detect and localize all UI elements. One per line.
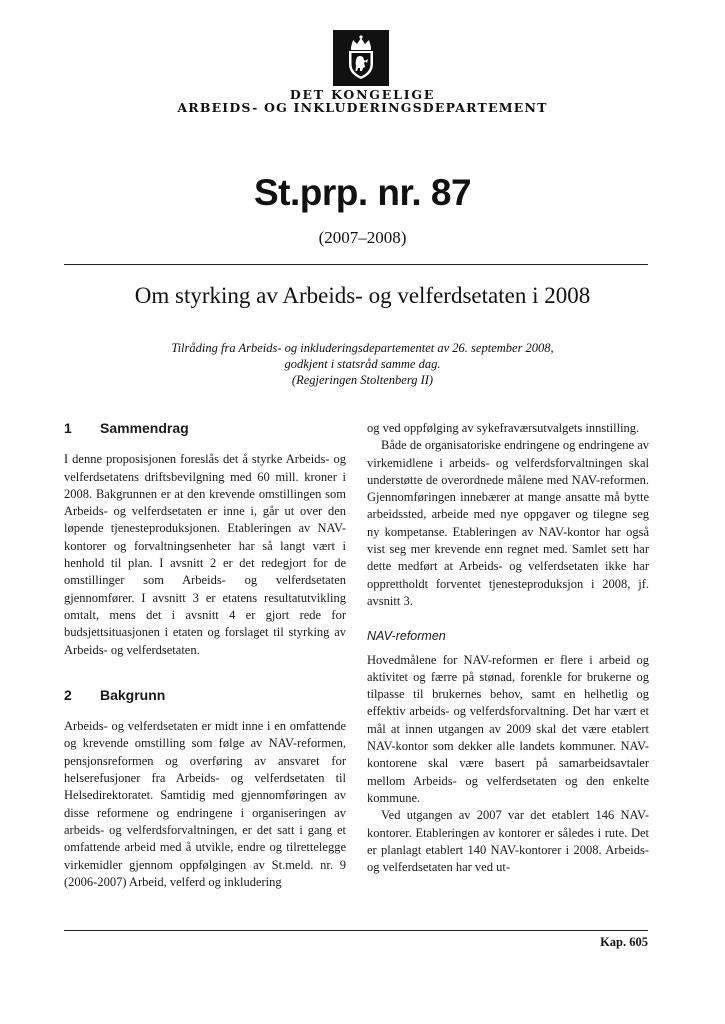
body-paragraph: Hovedmålene for NAV-reformen er flere i arbeid og aktivitet og færre på stønad, forenkle for brukerne og tilpasse til brukernes behov, samt en helhetlig og effektiv arbeids- og velferdsforvaltning. Det har vært et mål at innen utgangen av 2009 skal det være etablert NAV-kontor som dekker alle landets kommuner. NAV-kontorene skal være basert på samarbeidsavtaler mellom Arbeids- og velferdsetaten og den enkelte kommune.	[367, 652, 649, 805]
coat-of-arms-graphic	[333, 30, 389, 86]
section-heading-bakgrunn	[64, 687, 346, 704]
submission-line: godkjent i statsråd samme dag.	[284, 357, 441, 371]
left-column	[64, 420, 346, 891]
submission-line: Tilråding fra Arbeids- og inkluderingsdepartementet av 26. september 2008,	[171, 341, 554, 355]
page-footer-label: Kap. 605	[600, 935, 648, 949]
subheading-nav-reformen: NAV-reformen	[367, 629, 446, 644]
header-divider	[64, 264, 648, 265]
royal-coat-of-arms-icon	[333, 30, 389, 86]
body-paragraph: og ved oppfølging av sykefraværsutvalgets innstilling.	[367, 421, 640, 435]
body-paragraph: Ved utgangen av 2007 var det etablert 146 NAV-kontorer. Etableringen av kontorer er således i rute. Det er planlagt etablert 140 NAV-kontorer i 2008. Arbeids- og velferdsetaten har ved ut-	[367, 808, 649, 875]
document-subtitle: Om styrking av Arbeids- og velferdsetaten i 2008	[134, 283, 591, 308]
ministry-name-line1: DET KONGELIGE	[289, 87, 436, 102]
body-paragraph: I denne proposisjonen foreslås det å styrke Arbeids- og velferdsetatens driftsbevilgning med 60 mill. kroner i 2008. Bakgrunnen er at den krevende omstillingen som Arbeids- og velferdsetaten er inne i, går ut over den løpende tjenesteproduksjonen. Etableringen av NAV-kontorer og forvaltningsenheter har så langt vært i henhold til plan. I avsnitt 2 er det redegjort for de omstillinger som Arbeids- og velferdsetaten gjennomfører. I avsnitt 3 er etatens resultatutvikling omtalt, mens det i avsnitt 4 er gjort rede for budsjettsituasjonen i etaten og forslaget til styrking av Arbeids- og velferdsetaten.	[64, 452, 346, 657]
section-heading-sammendrag	[64, 420, 346, 437]
ministry-name-line2: ARBEIDS- OG INKLUDERINGSDEPARTEMENT	[177, 100, 548, 115]
body-paragraph: Både de organisatoriske endringene og endringene av virkemidlene i arbeids- og velferdsforvaltningen skal understøtte de overordnede målene med NAV-reformen. Gjennomføringen innebærer at mange ansatte må bytte arbeidssted, arbeide med nye oppgaver og tilegne seg ny kompetanse. Etableringen av NAV-kontor har også vist seg mer krevende enn regnet med. Samlet sett har dette medført at Arbeids- og velferdsetaten ikke har opprettholdt forventet tjenesteproduksjon i 2008, jf. avsnitt 3.	[367, 438, 649, 608]
footer-divider	[64, 930, 648, 931]
section-title: Bakgrunn	[100, 686, 166, 703]
body-paragraph: Arbeids- og velferdsetaten er midt inne i en omfattende og krevende omstilling som følge av NAV-reformen, pensjonsreformen og overføring av ansvaret for helserefusjoner fra Arbeids- og velferdsetaten til Helsedirektoratet. Samtidig med gjennomføringen av disse reformene og endringene i organiseringen av arbeids- og velferdsforvaltningen, er det satt i gang et omfattende arbeid med å utvikle, endre og tilrettelegge virkemidler gjennom oppfølgingen av St.meld. nr. 9 (2006-2007) Arbeid, velferd og inkludering	[64, 719, 346, 889]
document-title: St.prp. nr. 87	[253, 172, 472, 213]
right-column	[367, 420, 649, 876]
submission-line: (Regjeringen Stoltenberg II)	[291, 373, 434, 387]
section-title: Sammendrag	[100, 420, 189, 436]
submission-note	[0, 340, 725, 388]
document-years: (2007–2008)	[318, 228, 407, 247]
section-number: 2	[64, 686, 72, 703]
section-number: 1	[64, 420, 72, 436]
